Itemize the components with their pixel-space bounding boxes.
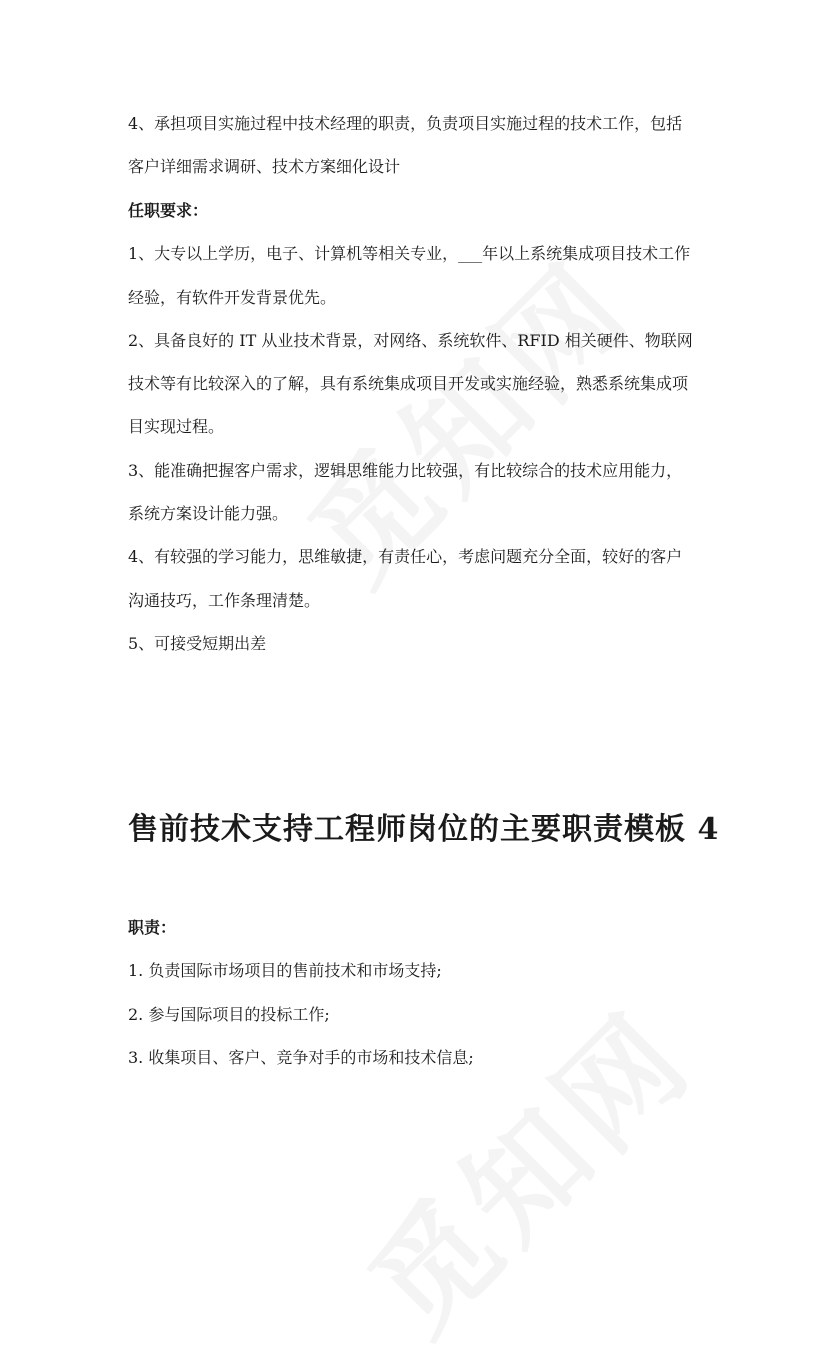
- paragraph-line: 1、大专以上学历，电子、计算机等相关专业，___年以上系统集成项目技术工作: [128, 244, 691, 263]
- paragraph-line: 3、能准确把握客户需求，逻辑思维能力比较强，有比较综合的技术应用能力，: [128, 461, 683, 480]
- section-title: 售前技术支持工程师岗位的主要职责模板 4: [128, 812, 720, 847]
- paragraph-line: 1. 负责国际市场项目的售前技术和市场支持;: [128, 961, 442, 980]
- paragraph-line: 沟通技巧，工作条理清楚。: [128, 591, 321, 610]
- paragraph-line: 系统方案设计能力强。: [128, 504, 289, 523]
- paragraph-line: 目实现过程。: [128, 417, 225, 436]
- paragraph-line: 技术等有比较深入的了解，具有系统集成项目开发或实施经验，熟悉系统集成项: [128, 374, 689, 393]
- watermark: [326, 967, 723, 1364]
- paragraph-line: 4、有较强的学习能力，思维敏捷，有责任心，考虑问题充分全面，较好的客户: [128, 547, 683, 566]
- paragraph-line: 2. 参与国际项目的投标工作;: [128, 1005, 330, 1024]
- duties-label: 职责：: [128, 918, 177, 937]
- paragraph-line: 4、承担项目实施过程中技术经理的职责，负责项目实施过程的技术工作，包括: [128, 114, 683, 133]
- requirements-label: 任职要求：: [128, 201, 209, 220]
- paragraph-line: 客户详细需求调研、技术方案细化设计: [128, 157, 401, 176]
- paragraph-line: 5、可接受短期出差: [128, 634, 267, 653]
- paragraph-line: 2、具备良好的 IT 从业技术背景，对网络、系统软件、RFID 相关硬件、物联网: [128, 331, 693, 350]
- paragraph-line: 经验，有软件开发背景优先。: [128, 288, 337, 307]
- paragraph-line: 3. 收集项目、客户、竞争对手的市场和技术信息;: [128, 1048, 474, 1067]
